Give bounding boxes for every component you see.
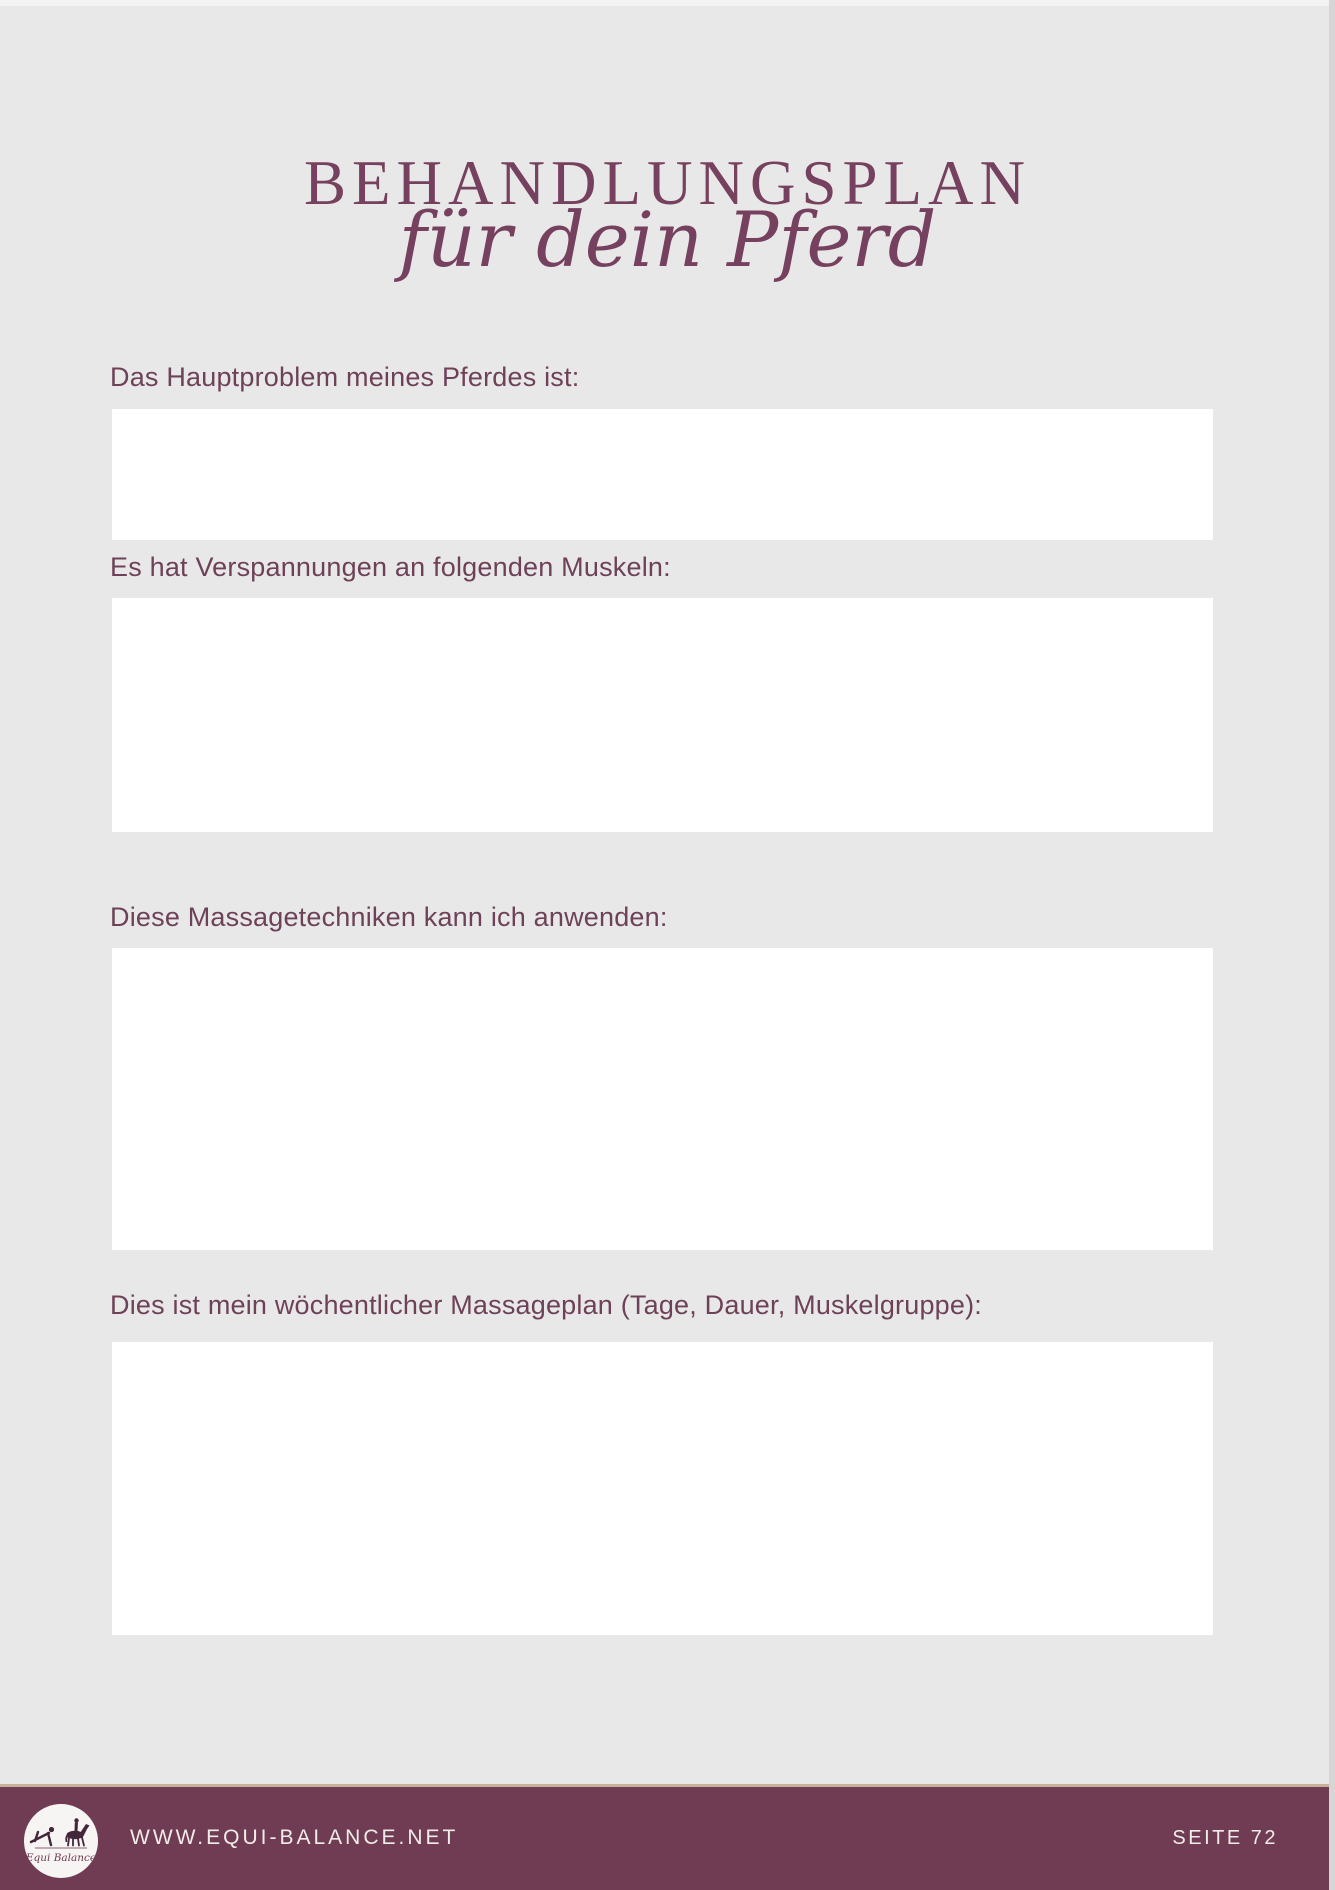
page-edge-top (0, 0, 1335, 6)
page-number: SEITE 72 (1172, 1827, 1278, 1849)
yoga-person-icon (31, 1832, 51, 1845)
website-url: WWW.EQUI-BALANCE.NET (130, 1826, 459, 1849)
massage-techniques-field[interactable] (112, 948, 1213, 1250)
page-edge-right (1329, 0, 1335, 1890)
main-problem-label: Das Hauptproblem meines Pferdes ist: (110, 362, 580, 392)
logo-wordmark: Equi Balance (25, 1852, 97, 1864)
equi-balance-logo (24, 1804, 98, 1878)
horse-rider-icon (65, 1818, 89, 1845)
main-problem-field[interactable] (112, 409, 1213, 540)
muscle-tension-field[interactable] (112, 598, 1213, 832)
page-subtitle: für dein Pferd (398, 195, 937, 284)
massage-techniques-label: Diese Massagetechniken kann ich anwenden: (110, 902, 668, 932)
weekly-plan-label: Dies ist mein wöchentlicher Massageplan (Tage, Dauer, Muskelgruppe): (110, 1290, 983, 1320)
yoga-person-head (49, 1827, 54, 1832)
weekly-plan-field[interactable] (112, 1342, 1213, 1635)
page-title: BEHANDLUNGSPLAN (303, 148, 1031, 218)
muscle-tension-label: Es hat Verspannungen an folgenden Muskeln: (110, 552, 671, 582)
